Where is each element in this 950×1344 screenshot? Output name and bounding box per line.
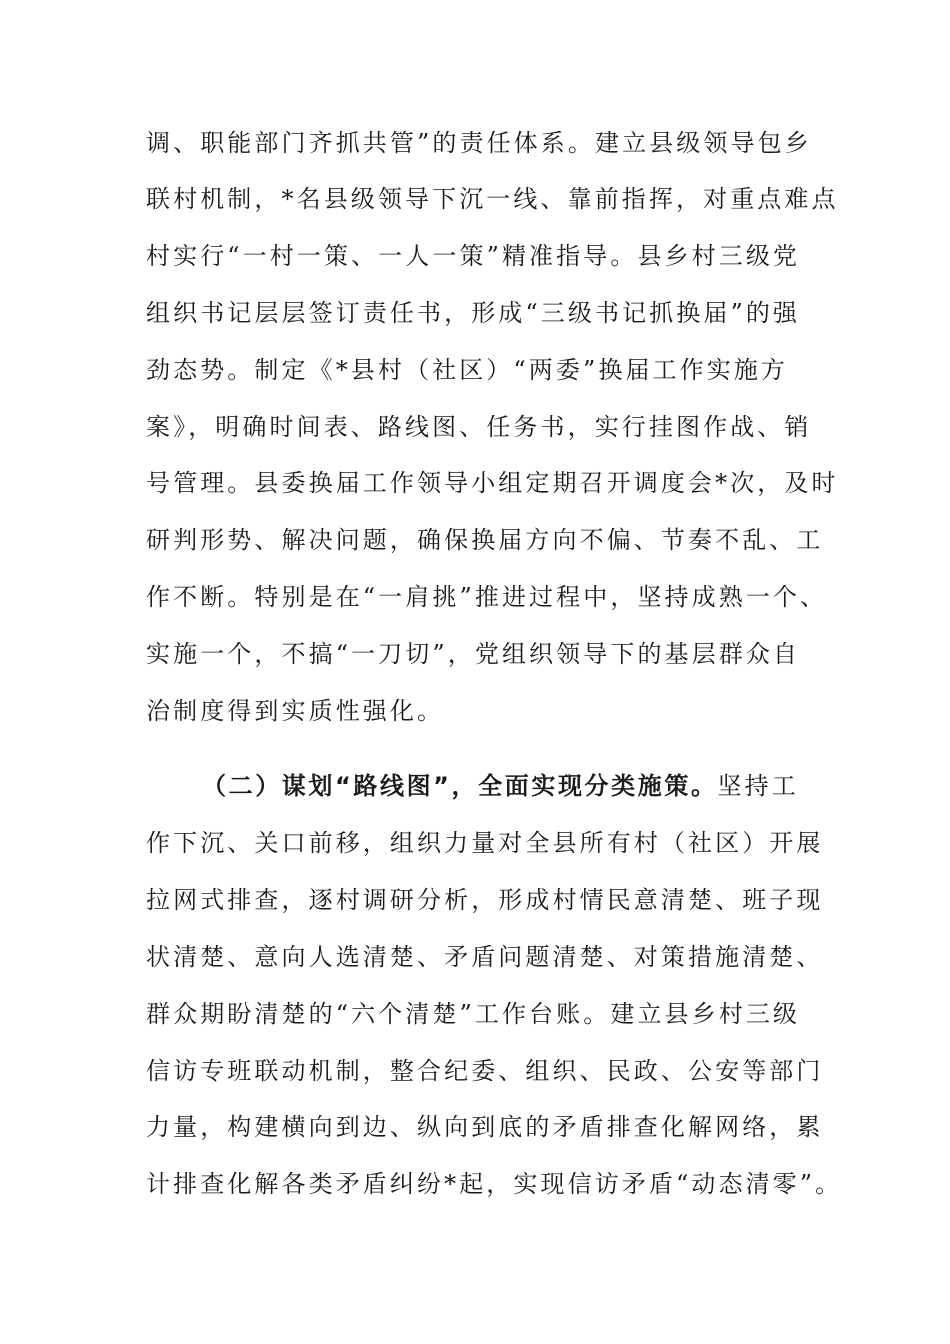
- paragraph-2-line-7: 力量，构建横向到边、纵向到底的矛盾排查化解网络，累: [146, 1113, 824, 1141]
- paragraph-2-line-6: 信访专班联动机制，整合纪委、组织、民政、公安等部门: [146, 1057, 824, 1085]
- paragraph-1-line-4: 组织书记层层签订责任书，形成“三级书记抓换届”的强: [146, 299, 801, 327]
- paragraph-1-line-9: 作不断。特别是在“一肩挑”推进过程中，坚持成熟一个、: [146, 583, 828, 611]
- paragraph-1-line-11: 治制度得到实质性强化。: [146, 697, 445, 725]
- paragraph-2-line-4: 状清楚、意向人选清楚、矛盾问题清楚、对策措施清楚、: [146, 943, 824, 971]
- paragraph-1-line-8: 研判形势、解决问题，确保换届方向不偏、节奏不乱、工: [146, 526, 824, 554]
- paragraph-2-line-8: 计排查化解各类矛盾纠纷*起，实现信访矛盾“动态清零”。: [146, 1170, 843, 1198]
- paragraph-1-line-6: 案》，明确时间表、路线图、任务书，实行挂图作战、销: [146, 413, 812, 441]
- paragraph-1-line-3: 村实行“一村一策、一人一策”精准指导。县乡村三级党: [146, 242, 801, 270]
- paragraph-2-line-1-rest: 坚持工: [717, 772, 799, 800]
- paragraph-2-line-3: 拉网式排查，逐村调研分析，形成村情民意清楚、班子现: [146, 886, 824, 914]
- paragraph-2-line-1: [202, 771, 799, 801]
- paragraph-1-line-2: 联村机制，*名县级领导下沉一线、靠前指挥，对重点难点: [146, 185, 839, 213]
- paragraph-1-line-10: 实施一个，不搞“一刀切”，党组织领导下的基层群众自: [146, 640, 801, 668]
- paragraph-2-line-5: 群众期盼清楚的“六个清楚”工作台账。建立县乡村三级: [146, 1000, 801, 1028]
- paragraph-2-line-2: 作下沉、关口前移，组织力量对全县所有村（社区）开展: [146, 829, 824, 857]
- paragraph-1-line-5: 劲态势。制定《*县村（社区）“两委”换届工作实施方: [146, 356, 789, 384]
- section-heading: （二）谋划“路线图”，全面实现分类施策。: [202, 772, 718, 800]
- paragraph-1-line-1: 调、职能部门齐抓共管”的责任体系。建立县级领导包乡: [146, 129, 812, 157]
- paragraph-1-line-7: 号管理。县委换届工作领导小组定期召开调度会*次，及时: [146, 469, 839, 497]
